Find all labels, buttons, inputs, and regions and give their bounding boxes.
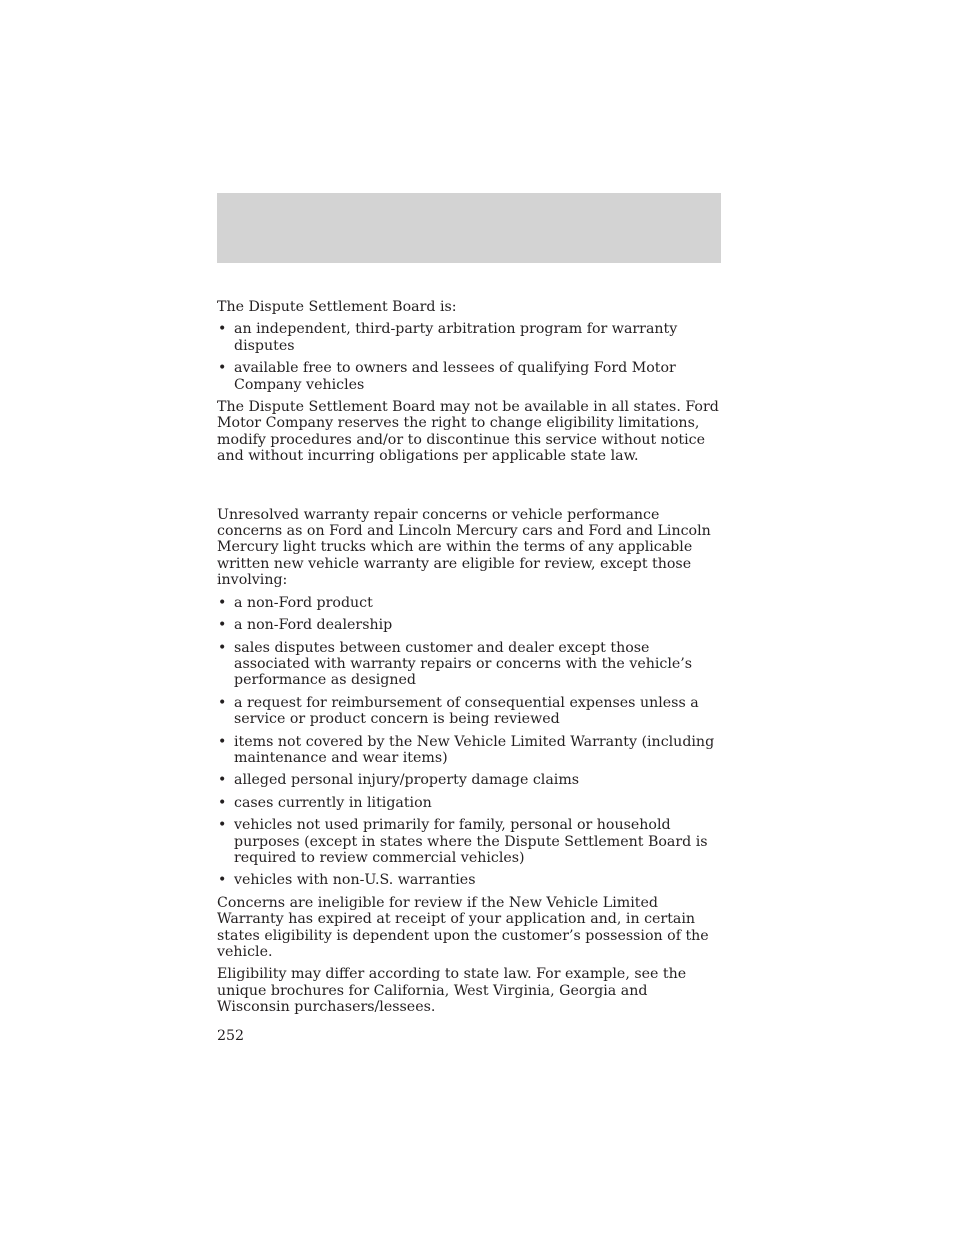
- list-item: • sales disputes between customer and dealer except those associated with warranty repairs or concerns with the vehicle’s performance as designed: [218, 639, 693, 689]
- bullet-icon: •: [218, 694, 227, 711]
- availability-note: The Dispute Settlement Board may not be available in all states. Ford Motor Company reserves the right to change eligibility limitations, modify procedures and/or to discontinue this service without notice and without incurring obligations per applicable state law.: [217, 399, 719, 465]
- bullet-icon: •: [218, 733, 227, 750]
- bullet-icon: •: [218, 772, 227, 789]
- list-item: • a non-Ford product: [218, 594, 373, 611]
- bullet-icon: •: [218, 872, 227, 889]
- board-intro: The Dispute Settlement Board is:: [217, 299, 457, 315]
- list-item: • items not covered by the New Vehicle Limited Warranty (including maintenance and wear items): [218, 733, 715, 766]
- bullet-icon: •: [218, 321, 227, 338]
- page-number: 252: [217, 1027, 245, 1044]
- bullet-icon: •: [218, 594, 227, 611]
- list-item: • vehicles not used primarily for family, personal or household purposes (except in states where the Dispute Settlement Board is required to review commercial vehicles): [218, 817, 708, 866]
- list-item: • a non-Ford dealership: [218, 617, 393, 634]
- bullet-icon: •: [218, 617, 227, 634]
- section-gap: [217, 471, 723, 507]
- list-item: • available free to owners and lessees of qualifying Ford Motor Company vehicles: [218, 360, 676, 393]
- bullet-icon: •: [218, 817, 227, 834]
- bullet-icon: •: [218, 639, 227, 656]
- eligibility-intro: Unresolved warranty repair concerns or vehicle performance concerns as on Ford and Lincoln Mercury cars and Ford and Lincoln Mercury light trucks which are within the terms of any applicable written new vehicle warranty are eligible for review, except those involving:: [217, 506, 711, 589]
- board-description-list: [217, 321, 723, 393]
- bullet-icon: •: [218, 794, 227, 811]
- exclusions-list: [217, 595, 723, 889]
- state-law-paragraph: Eligibility may differ according to state law. For example, see the unique brochures for California, West Virginia, Georgia and Wisconsin purchasers/lessees.: [217, 966, 687, 1016]
- list-item: • vehicles with non-U.S. warranties: [218, 872, 476, 889]
- list-item: • a request for reimbursement of consequential expenses unless a service or product concern is being reviewed: [218, 694, 699, 728]
- list-item: • an independent, third-party arbitration program for warranty disputes: [218, 321, 678, 354]
- list-item: • cases currently in litigation: [218, 794, 432, 811]
- header-band: [217, 193, 721, 263]
- page-content: [217, 299, 723, 1044]
- ineligibility-paragraph: Concerns are ineligible for review if the New Vehicle Limited Warranty has expired at receipt of your application and, in certain states eligibility is dependent upon the customer’s possession of the vehicle.: [217, 894, 709, 960]
- list-item: • alleged personal injury/property damage claims: [218, 772, 580, 789]
- bullet-icon: •: [218, 360, 227, 377]
